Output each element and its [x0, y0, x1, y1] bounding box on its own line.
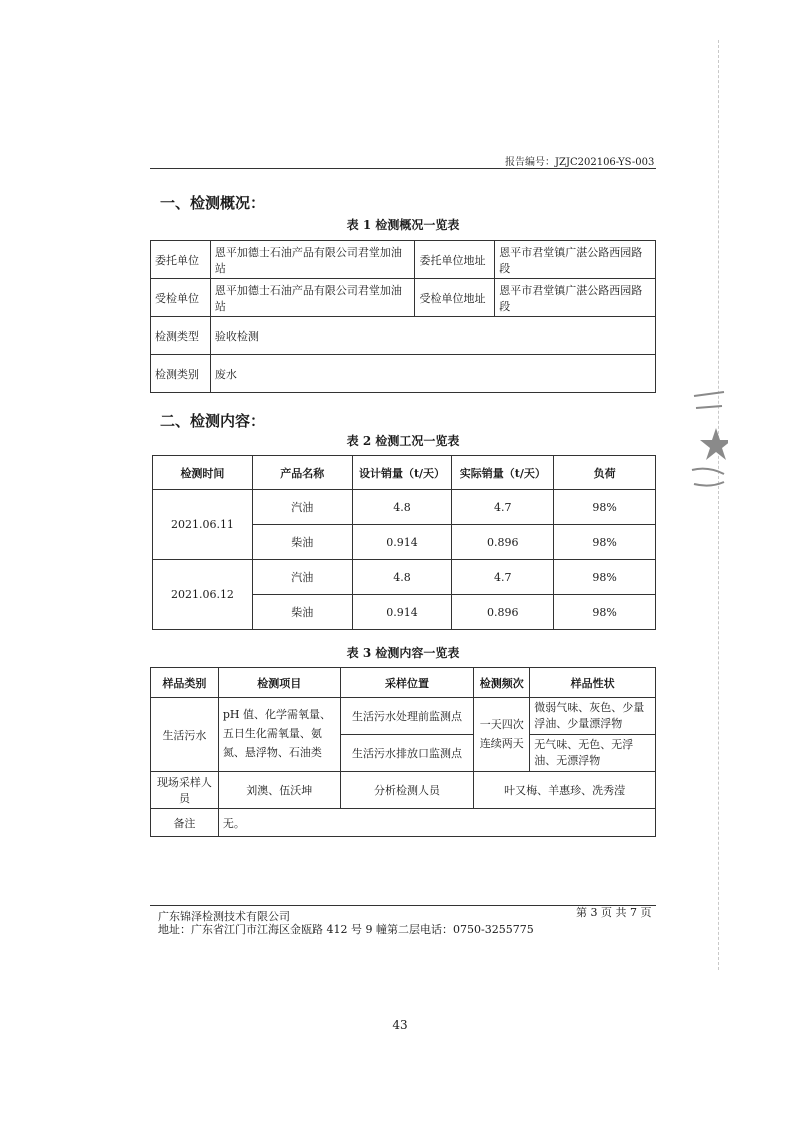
product-cell: 柴油	[252, 595, 352, 630]
actual-cell: 4.7	[452, 490, 554, 525]
table2-conditions	[152, 455, 656, 630]
section-content-title: 二、检测内容：	[160, 412, 266, 430]
table-row	[151, 355, 656, 393]
actual-cell: 0.896	[452, 595, 554, 630]
table-header-row	[153, 456, 656, 490]
footer-page-info: 第 3 页 共 7 页	[576, 906, 652, 919]
inspected-label: 受检单位	[151, 279, 211, 317]
header-sample-nature: 样品性状	[530, 668, 656, 698]
product-cell: 汽油	[252, 560, 352, 595]
actual-cell: 4.7	[452, 560, 554, 595]
table-row	[153, 490, 656, 525]
design-cell: 0.914	[352, 595, 452, 630]
sampler-label: 现场采样人员	[151, 772, 219, 809]
table-row	[151, 317, 656, 355]
load-cell: 98%	[554, 490, 656, 525]
design-cell: 4.8	[352, 490, 452, 525]
table-row	[151, 772, 656, 809]
header-frequency: 检测频次	[474, 668, 530, 698]
table-row	[153, 560, 656, 595]
inspected-address-value: 恩平市君堂镇广湛公路西园路段	[495, 279, 656, 317]
client-label: 委托单位	[151, 241, 211, 279]
product-cell: 柴油	[252, 525, 352, 560]
test-category-label: 检测类别	[151, 355, 211, 393]
header-actual-sales: 实际销量（t/天）	[452, 456, 554, 490]
sample-category-cell: 生活污水	[151, 698, 219, 772]
nature-before-treatment: 微弱气味、灰色、少量浮油、少量漂浮物	[530, 698, 656, 735]
table1-overview	[150, 240, 656, 393]
footer-company: 广东锦泽检测技术有限公司	[158, 910, 290, 923]
test-type-value: 验收检测	[210, 317, 655, 355]
section-overview-title: 一、检测概况：	[160, 194, 266, 212]
header-sample-category: 样品类别	[151, 668, 219, 698]
design-cell: 0.914	[352, 525, 452, 560]
test-items-cell: pH 值、化学需氧量、五日生化需氧量、氨氮、悬浮物、石油类	[218, 698, 340, 772]
page-number: 43	[392, 1018, 408, 1032]
header-sampling-location: 采样位置	[340, 668, 474, 698]
table3-caption: 表 3 检测内容一览表	[346, 646, 460, 660]
analyst-label: 分析检测人员	[340, 772, 474, 809]
client-value: 恩平加德士石油产品有限公司君堂加油站	[210, 241, 415, 279]
design-cell: 4.8	[352, 560, 452, 595]
header-rule	[150, 168, 656, 169]
header-date: 检测时间	[153, 456, 253, 490]
product-cell: 汽油	[252, 490, 352, 525]
load-cell: 98%	[554, 560, 656, 595]
nature-outlet: 无气味、无色、无浮油、无漂浮物	[530, 735, 656, 772]
report-number: 报告编号：JZJC202106-YS-003	[505, 157, 655, 168]
load-cell: 98%	[554, 525, 656, 560]
header-load: 负荷	[554, 456, 656, 490]
table2-caption: 表 2 检测工况一览表	[346, 434, 460, 448]
header-design-sales: 设计销量（t/天）	[352, 456, 452, 490]
date-cell: 2021.06.12	[153, 560, 253, 630]
test-type-label: 检测类型	[151, 317, 211, 355]
header-product: 产品名称	[252, 456, 352, 490]
table-row	[151, 809, 656, 837]
analyst-value: 叶又梅、羊惠珍、冼秀滢	[474, 772, 656, 809]
inspected-value: 恩平加德士石油产品有限公司君堂加油站	[210, 279, 415, 317]
test-category-value: 废水	[210, 355, 655, 393]
table-row	[151, 279, 656, 317]
actual-cell: 0.896	[452, 525, 554, 560]
location-outlet: 生活污水排放口监测点	[340, 735, 474, 772]
table1-caption: 表 1 检测概况一览表	[346, 218, 460, 232]
remark-value: 无。	[218, 809, 655, 837]
remark-label: 备注	[151, 809, 219, 837]
table-row	[151, 698, 656, 735]
footer-phone: 电话：0750-3255775	[420, 923, 534, 936]
table-row	[151, 241, 656, 279]
header-test-items: 检测项目	[218, 668, 340, 698]
sampler-value: 刘澳、伍沃坤	[218, 772, 340, 809]
frequency-cell: 一天四次连续两天	[474, 698, 530, 772]
load-cell: 98%	[554, 595, 656, 630]
inspected-address-label: 受检单位地址	[415, 279, 495, 317]
stamp-star-icon	[688, 388, 728, 506]
date-cell: 2021.06.11	[153, 490, 253, 560]
table-header-row	[151, 668, 656, 698]
table3-content	[150, 667, 656, 837]
client-address-value: 恩平市君堂镇广湛公路西园路段	[495, 241, 656, 279]
client-address-label: 委托单位地址	[415, 241, 495, 279]
location-before-treatment: 生活污水处理前监测点	[340, 698, 474, 735]
partial-seal-stamp	[688, 388, 728, 506]
footer-address: 地址：广东省江门市江海区金瓯路 412 号 9 幢第二层	[158, 923, 420, 936]
